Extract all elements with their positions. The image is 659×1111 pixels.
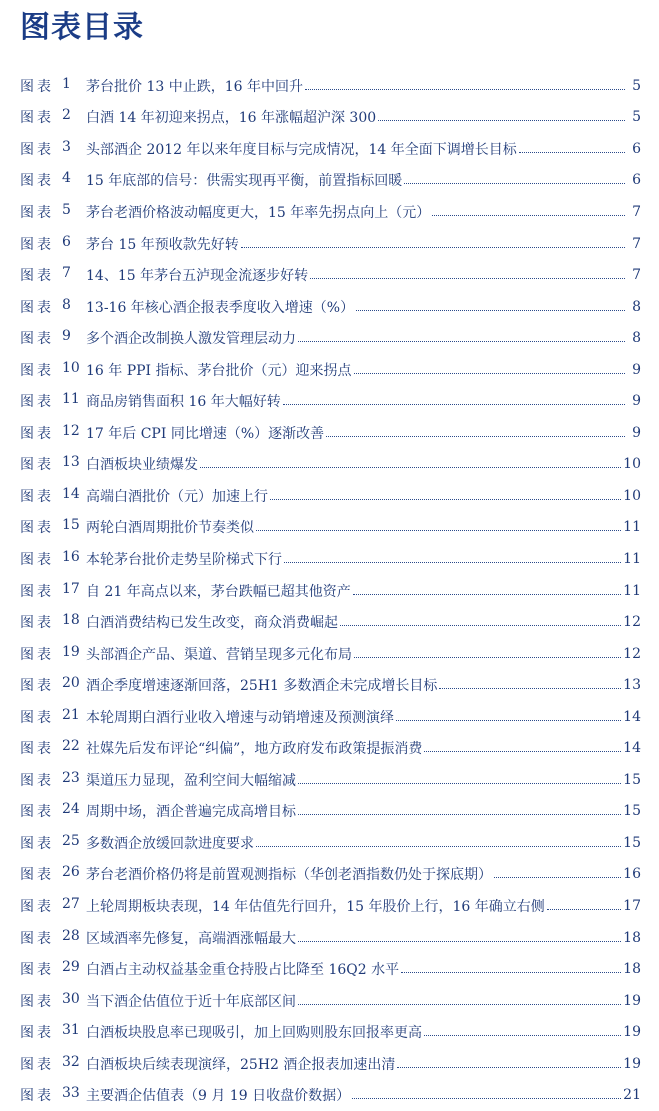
figure-label-word: 图表 bbox=[20, 707, 56, 727]
figure-label bbox=[20, 1054, 84, 1074]
page-number[interactable]: 7 bbox=[627, 236, 641, 252]
figure-label bbox=[20, 1085, 84, 1105]
page-number[interactable]: 15 bbox=[623, 803, 641, 819]
figure-number: 29 bbox=[62, 959, 84, 979]
figure-number: 17 bbox=[62, 581, 84, 601]
toc-entry[interactable] bbox=[20, 417, 641, 449]
figure-title[interactable]: 多个酒企改制换人激发管理层动力 bbox=[84, 328, 296, 348]
page-number[interactable]: 15 bbox=[623, 835, 641, 851]
figure-title[interactable]: 16 年 PPI 指标、茅台批价（元）迎来拐点 bbox=[84, 360, 352, 380]
figure-title[interactable]: 多数酒企放缓回款进度要求 bbox=[84, 833, 254, 853]
figure-number: 22 bbox=[62, 738, 84, 758]
figure-title[interactable]: 主要酒企估值表（9 月 19 日收盘价数据） bbox=[84, 1085, 350, 1105]
figure-label-word: 图表 bbox=[20, 107, 56, 127]
figure-label bbox=[20, 107, 84, 127]
figure-label-word: 图表 bbox=[20, 833, 56, 853]
figure-label bbox=[20, 265, 84, 285]
dot-leader bbox=[354, 363, 625, 374]
table-of-figures bbox=[20, 70, 641, 1111]
figure-label-word: 图表 bbox=[20, 454, 56, 474]
figure-title[interactable]: 本轮周期白酒行业收入增速与动销增速及预测演绎 bbox=[84, 707, 394, 727]
figure-label bbox=[20, 991, 84, 1011]
dot-leader bbox=[298, 804, 621, 815]
toc-entry[interactable] bbox=[20, 102, 641, 134]
figure-number: 33 bbox=[62, 1085, 84, 1105]
figure-label bbox=[20, 360, 84, 380]
page-number[interactable]: 6 bbox=[627, 172, 641, 188]
page-number[interactable]: 9 bbox=[627, 362, 641, 378]
dot-leader bbox=[424, 741, 621, 752]
figure-number: 23 bbox=[62, 770, 84, 790]
dot-leader bbox=[494, 867, 621, 878]
figure-title[interactable]: 本轮茅台批价走势呈阶梯式下行 bbox=[84, 549, 282, 569]
dot-leader bbox=[519, 142, 625, 153]
figure-label-word: 图表 bbox=[20, 896, 56, 916]
figure-title[interactable]: 上轮周期板块表现，14 年估值先行回升，15 年股价上行，16 年确立右侧 bbox=[84, 896, 545, 916]
figure-number: 6 bbox=[62, 234, 84, 254]
figure-number: 9 bbox=[62, 328, 84, 348]
figure-label bbox=[20, 549, 84, 569]
figure-title[interactable]: 茅台老酒价格波动幅度更大，15 年率先拐点向上（元） bbox=[84, 202, 430, 222]
dot-leader bbox=[356, 300, 625, 311]
figure-title[interactable]: 13-16 年核心酒企报表季度收入增速（%） bbox=[84, 297, 354, 317]
figure-title[interactable]: 自 21 年高点以来，茅台跌幅已超其他资产 bbox=[84, 581, 351, 601]
figure-label bbox=[20, 738, 84, 758]
toc-entry[interactable] bbox=[20, 859, 641, 891]
dot-leader bbox=[284, 552, 621, 563]
figure-number: 20 bbox=[62, 675, 84, 695]
dot-leader bbox=[310, 268, 625, 279]
page-number[interactable]: 7 bbox=[627, 204, 641, 220]
figure-label-word: 图表 bbox=[20, 170, 56, 190]
toc-entry[interactable] bbox=[20, 291, 641, 323]
figure-label bbox=[20, 896, 84, 916]
page-number[interactable]: 5 bbox=[627, 78, 641, 94]
figure-title[interactable]: 茅台老酒价格仍将是前置观测指标（华创老酒指数仍处于探底期） bbox=[84, 864, 492, 884]
figure-label bbox=[20, 517, 84, 537]
figure-title[interactable]: 白酒占主动权益基金重仓持股占比降至 16Q2 水平 bbox=[84, 959, 399, 979]
figure-label-word: 图表 bbox=[20, 738, 56, 758]
figure-label bbox=[20, 454, 84, 474]
toc-entry[interactable] bbox=[20, 701, 641, 733]
toc-entry[interactable] bbox=[20, 985, 641, 1017]
page-number[interactable]: 8 bbox=[627, 330, 641, 346]
page-number[interactable]: 19 bbox=[623, 993, 641, 1009]
figure-number: 31 bbox=[62, 1022, 84, 1042]
toc-entry[interactable] bbox=[20, 354, 641, 386]
figure-number: 16 bbox=[62, 549, 84, 569]
toc-entry[interactable] bbox=[20, 322, 641, 354]
figure-label bbox=[20, 644, 84, 664]
figure-label-word: 图表 bbox=[20, 517, 56, 537]
toc-entry[interactable] bbox=[20, 196, 641, 228]
figure-number: 3 bbox=[62, 139, 84, 159]
figure-label bbox=[20, 423, 84, 443]
toc-entry[interactable] bbox=[20, 1080, 641, 1111]
figure-label bbox=[20, 170, 84, 190]
figure-label bbox=[20, 234, 84, 254]
figure-title[interactable]: 17 年后 CPI 同比增速（%）逐渐改善 bbox=[84, 423, 324, 443]
toc-entry[interactable] bbox=[20, 165, 641, 197]
figure-label bbox=[20, 864, 84, 884]
figure-label bbox=[20, 612, 84, 632]
figure-label-word: 图表 bbox=[20, 959, 56, 979]
page-number[interactable]: 10 bbox=[623, 456, 641, 472]
dot-leader bbox=[353, 584, 621, 595]
page-number[interactable]: 11 bbox=[623, 551, 641, 567]
page-number[interactable]: 18 bbox=[623, 961, 641, 977]
dot-leader bbox=[340, 615, 621, 626]
figure-label-word: 图表 bbox=[20, 770, 56, 790]
page-number[interactable]: 9 bbox=[627, 425, 641, 441]
figure-number: 19 bbox=[62, 644, 84, 664]
page-number[interactable]: 18 bbox=[623, 930, 641, 946]
figure-label-word: 图表 bbox=[20, 1054, 56, 1074]
figure-label-word: 图表 bbox=[20, 644, 56, 664]
figure-label-word: 图表 bbox=[20, 202, 56, 222]
page-number[interactable]: 8 bbox=[627, 299, 641, 315]
figure-title[interactable]: 周期中场，酒企普遍完成高增目标 bbox=[84, 801, 296, 821]
toc-entry[interactable] bbox=[20, 606, 641, 638]
dot-leader bbox=[256, 836, 621, 847]
figure-number: 28 bbox=[62, 928, 84, 948]
figure-number: 11 bbox=[62, 391, 84, 411]
figure-title[interactable]: 白酒板块后续表现演绎，25H2 酒企报表加速出清 bbox=[84, 1054, 395, 1074]
page-number[interactable]: 21 bbox=[623, 1087, 641, 1103]
page-number[interactable]: 9 bbox=[627, 393, 641, 409]
figure-label-word: 图表 bbox=[20, 1085, 56, 1105]
page-number[interactable]: 11 bbox=[623, 583, 641, 599]
dot-leader bbox=[354, 647, 621, 658]
figure-label bbox=[20, 801, 84, 821]
figure-number: 24 bbox=[62, 801, 84, 821]
dot-leader bbox=[241, 237, 625, 248]
toc-entry[interactable] bbox=[20, 732, 641, 764]
page-number[interactable]: 14 bbox=[623, 740, 641, 756]
figure-label bbox=[20, 833, 84, 853]
dot-leader bbox=[298, 331, 625, 342]
figure-title[interactable]: 14、15 年茅台五泸现金流逐步好转 bbox=[84, 265, 308, 285]
toc-entry[interactable] bbox=[20, 796, 641, 828]
figure-label bbox=[20, 76, 84, 96]
page-number[interactable]: 7 bbox=[627, 267, 641, 283]
figure-title[interactable]: 社媒先后发布评论“纠偏”，地方政府发布政策提振消费 bbox=[84, 738, 422, 758]
figure-label-word: 图表 bbox=[20, 928, 56, 948]
dot-leader bbox=[270, 489, 621, 500]
toc-entry[interactable] bbox=[20, 827, 641, 859]
dot-leader bbox=[200, 457, 621, 468]
toc-entry[interactable] bbox=[20, 543, 641, 575]
dot-leader bbox=[298, 931, 621, 942]
figure-label-word: 图表 bbox=[20, 265, 56, 285]
figure-title[interactable]: 白酒板块业绩爆发 bbox=[84, 454, 198, 474]
toc-entry[interactable] bbox=[20, 922, 641, 954]
page-number[interactable]: 11 bbox=[623, 519, 641, 535]
figure-label-word: 图表 bbox=[20, 864, 56, 884]
figure-number: 2 bbox=[62, 107, 84, 127]
figure-number: 21 bbox=[62, 707, 84, 727]
figure-title[interactable]: 茅台批价 13 中止跌，16 年中回升 bbox=[84, 76, 303, 96]
page-number[interactable]: 12 bbox=[623, 614, 641, 630]
page-number[interactable]: 15 bbox=[623, 772, 641, 788]
dot-leader bbox=[298, 994, 621, 1005]
figure-label bbox=[20, 202, 84, 222]
page-number[interactable]: 5 bbox=[627, 109, 641, 125]
figure-number: 30 bbox=[62, 991, 84, 1011]
figure-label bbox=[20, 328, 84, 348]
page-number[interactable]: 17 bbox=[623, 898, 641, 914]
figure-number: 26 bbox=[62, 864, 84, 884]
figure-number: 1 bbox=[62, 76, 84, 96]
figure-title[interactable]: 区域酒率先修复，高端酒涨幅最大 bbox=[84, 928, 296, 948]
page-number[interactable]: 19 bbox=[623, 1024, 641, 1040]
figure-title[interactable]: 酒企季度增速逐渐回落，25H1 多数酒企未完成增长目标 bbox=[84, 675, 437, 695]
figure-label bbox=[20, 391, 84, 411]
toc-entry[interactable] bbox=[20, 259, 641, 291]
figure-label bbox=[20, 675, 84, 695]
figure-title[interactable]: 白酒板块股息率已现吸引，加上回购则股东回报率更高 bbox=[84, 1022, 422, 1042]
toc-entry[interactable] bbox=[20, 575, 641, 607]
dot-leader bbox=[547, 899, 621, 910]
figure-title[interactable]: 两轮白酒周期批价节奏类似 bbox=[84, 517, 254, 537]
dot-leader bbox=[401, 962, 621, 973]
figure-number: 27 bbox=[62, 896, 84, 916]
figure-number: 12 bbox=[62, 423, 84, 443]
page-number[interactable]: 16 bbox=[623, 866, 641, 882]
figure-label-word: 图表 bbox=[20, 675, 56, 695]
page-number[interactable]: 6 bbox=[627, 141, 641, 157]
toc-entry[interactable] bbox=[20, 449, 641, 481]
figure-number: 15 bbox=[62, 517, 84, 537]
dot-leader bbox=[298, 773, 621, 784]
figure-number: 25 bbox=[62, 833, 84, 853]
toc-entry[interactable] bbox=[20, 480, 641, 512]
toc-entry[interactable] bbox=[20, 764, 641, 796]
figure-label-word: 图表 bbox=[20, 612, 56, 632]
dot-leader bbox=[256, 520, 621, 531]
figure-label bbox=[20, 297, 84, 317]
figure-label-word: 图表 bbox=[20, 391, 56, 411]
figure-number: 32 bbox=[62, 1054, 84, 1074]
toc-entry[interactable] bbox=[20, 1048, 641, 1080]
figure-label-word: 图表 bbox=[20, 360, 56, 380]
figure-number: 7 bbox=[62, 265, 84, 285]
dot-leader bbox=[404, 173, 625, 184]
dot-leader bbox=[397, 1057, 621, 1068]
toc-entry[interactable] bbox=[20, 638, 641, 670]
toc-entry[interactable] bbox=[20, 228, 641, 260]
figure-number: 8 bbox=[62, 297, 84, 317]
toc-entry[interactable] bbox=[20, 385, 641, 417]
figure-number: 18 bbox=[62, 612, 84, 632]
figure-number: 14 bbox=[62, 486, 84, 506]
figure-title[interactable]: 15 年底部的信号：供需实现再平衡，前置指标回暖 bbox=[84, 170, 402, 190]
figure-title[interactable]: 白酒 14 年初迎来拐点，16 年涨幅超沪深 300 bbox=[84, 107, 376, 127]
toc-entry[interactable] bbox=[20, 70, 641, 102]
figure-title[interactable]: 商品房销售面积 16 年大幅好转 bbox=[84, 391, 281, 411]
dot-leader bbox=[283, 394, 625, 405]
figure-title[interactable]: 茅台 15 年预收款先好转 bbox=[84, 234, 239, 254]
figure-label-word: 图表 bbox=[20, 486, 56, 506]
figure-title[interactable]: 当下酒企估值位于近十年底部区间 bbox=[84, 991, 296, 1011]
figure-label-word: 图表 bbox=[20, 234, 56, 254]
dot-leader bbox=[424, 1025, 621, 1036]
toc-entry[interactable] bbox=[20, 1016, 641, 1048]
figure-title[interactable]: 头部酒企产品、渠道、营销呈现多元化布局 bbox=[84, 644, 352, 664]
page-title: 图表目录 bbox=[20, 2, 144, 46]
figure-number: 10 bbox=[62, 360, 84, 380]
dot-leader bbox=[439, 678, 621, 689]
figure-label bbox=[20, 959, 84, 979]
figure-label-word: 图表 bbox=[20, 297, 56, 317]
figure-label bbox=[20, 707, 84, 727]
page-number[interactable]: 10 bbox=[623, 488, 641, 504]
figure-label-word: 图表 bbox=[20, 581, 56, 601]
figure-label bbox=[20, 1022, 84, 1042]
figure-label-word: 图表 bbox=[20, 549, 56, 569]
figure-number: 5 bbox=[62, 202, 84, 222]
dot-leader bbox=[326, 426, 625, 437]
figure-label bbox=[20, 770, 84, 790]
figure-label bbox=[20, 581, 84, 601]
dot-leader bbox=[305, 79, 625, 90]
dot-leader bbox=[352, 1088, 621, 1099]
dot-leader bbox=[396, 710, 621, 721]
toc-entry[interactable] bbox=[20, 890, 641, 922]
toc-entry[interactable] bbox=[20, 133, 641, 165]
figure-title[interactable]: 头部酒企 2012 年以来年度目标与完成情况，14 年全面下调增长目标 bbox=[84, 139, 517, 159]
dot-leader bbox=[432, 205, 625, 216]
figure-title[interactable]: 高端白酒批价（元）加速上行 bbox=[84, 486, 268, 506]
page-number[interactable]: 19 bbox=[623, 1056, 641, 1072]
figure-label bbox=[20, 928, 84, 948]
figure-title[interactable]: 白酒消费结构已发生改变，商众消费崛起 bbox=[84, 612, 338, 632]
page-number[interactable]: 12 bbox=[623, 646, 641, 662]
figure-label-word: 图表 bbox=[20, 991, 56, 1011]
figure-label bbox=[20, 486, 84, 506]
figure-label-word: 图表 bbox=[20, 1022, 56, 1042]
figure-label-word: 图表 bbox=[20, 328, 56, 348]
figure-number: 13 bbox=[62, 454, 84, 474]
dot-leader bbox=[378, 110, 625, 121]
toc-entry[interactable] bbox=[20, 953, 641, 985]
page-number[interactable]: 13 bbox=[623, 677, 641, 693]
page-number[interactable]: 14 bbox=[623, 709, 641, 725]
toc-entry[interactable] bbox=[20, 512, 641, 544]
figure-label-word: 图表 bbox=[20, 423, 56, 443]
figure-title[interactable]: 渠道压力显现，盈利空间大幅缩减 bbox=[84, 770, 296, 790]
figure-label-word: 图表 bbox=[20, 76, 56, 96]
figure-number: 4 bbox=[62, 170, 84, 190]
figure-label-word: 图表 bbox=[20, 801, 56, 821]
toc-entry[interactable] bbox=[20, 669, 641, 701]
figure-label-word: 图表 bbox=[20, 139, 56, 159]
figure-label bbox=[20, 139, 84, 159]
